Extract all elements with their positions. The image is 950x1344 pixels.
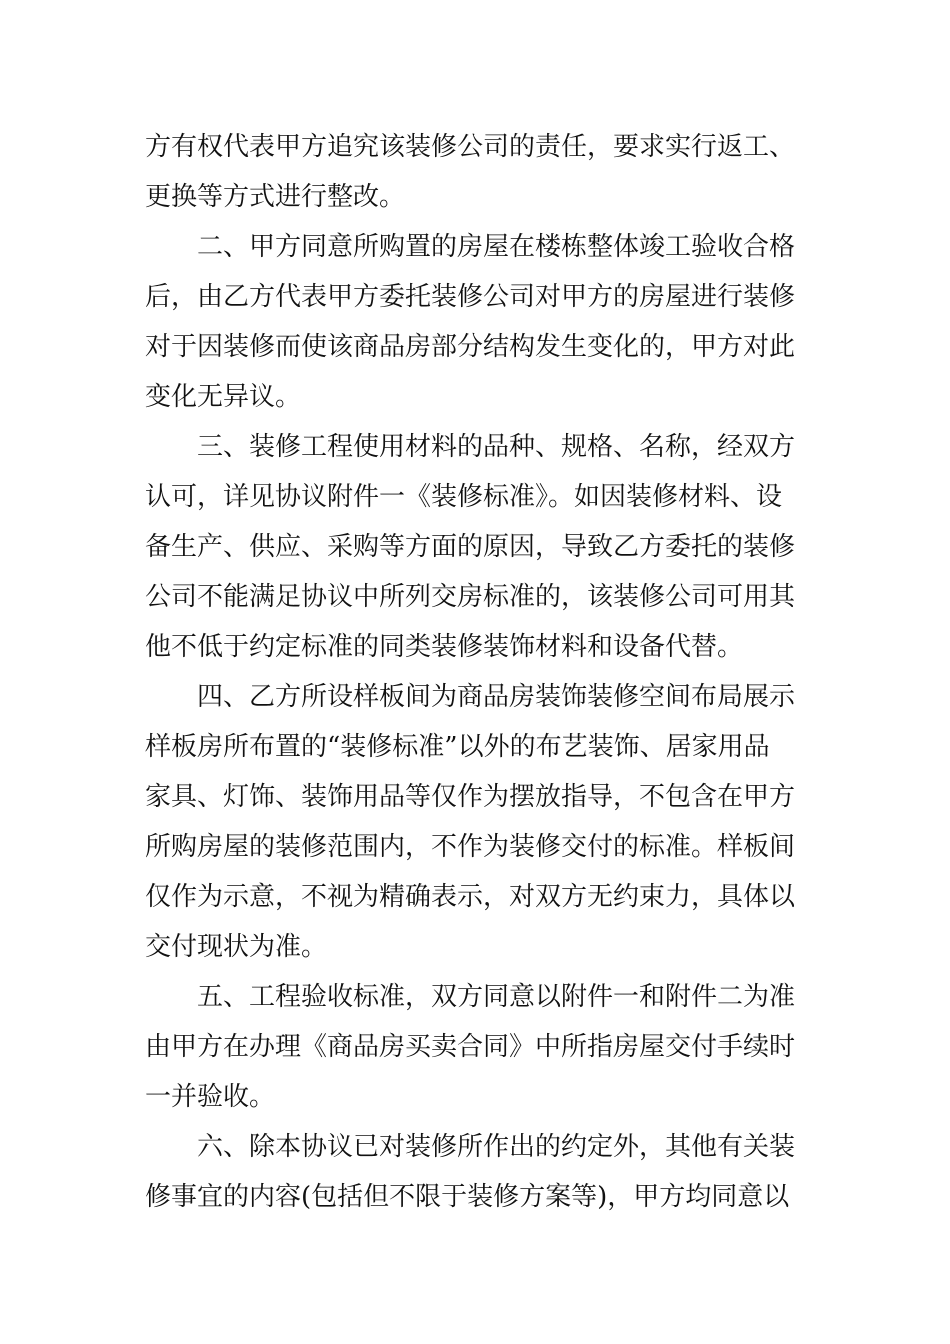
paragraph-start-line: 四、乙方所设样板间为商品房装饰装修空间布局展示 bbox=[197, 682, 796, 712]
text-line: 更换等方式进行整改。 bbox=[145, 182, 406, 212]
text-line: 后，由乙方代表甲方委托装修公司对甲方的房屋进行装修 bbox=[145, 282, 796, 312]
text-line: 所购房屋的装修范围内，不作为装修交付的标准。样板间 bbox=[145, 832, 796, 862]
paragraph-start-line: 三、装修工程使用材料的品种、规格、名称，经双方 bbox=[197, 432, 796, 462]
text-line: 变化无异议。 bbox=[145, 382, 302, 412]
text-line: 仅作为示意，不视为精确表示，对双方无约束力，具体以 bbox=[145, 882, 796, 912]
paragraph-start-line: 二、甲方同意所购置的房屋在楼栋整体竣工验收合格 bbox=[197, 232, 796, 262]
text-line: 一并验收。 bbox=[145, 1082, 276, 1112]
text-line: 公司不能满足协议中所列交房标准的，该装修公司可用其 bbox=[145, 582, 796, 612]
text-line: 他不低于约定标准的同类装修装饰材料和设备代替。 bbox=[145, 632, 744, 662]
text-line: 交付现状为准。 bbox=[145, 932, 328, 962]
text-line: 家具、灯饰、装饰用品等仅作为摆放指导，不包含在甲方 bbox=[145, 782, 796, 812]
paragraph-start-line: 五、工程验收标准，双方同意以附件一和附件二为准 bbox=[197, 982, 796, 1012]
text-line: 样板房所布置的“装修标准”以外的布艺装饰、居家用品 bbox=[145, 732, 770, 762]
text-line: 方有权代表甲方追究该装修公司的责任，要求实行返工、 bbox=[145, 132, 796, 162]
text-line: 由甲方在办理《商品房买卖合同》中所指房屋交付手续时 bbox=[145, 1032, 796, 1062]
text-line: 修事宜的内容(包括但不限于装修方案等)，甲方均同意以 bbox=[145, 1182, 790, 1212]
text-line: 备生产、供应、采购等方面的原因，导致乙方委托的装修 bbox=[145, 532, 796, 562]
text-line: 对于因装修而使该商品房部分结构发生变化的，甲方对此 bbox=[145, 332, 796, 362]
text-line: 认可，详见协议附件一《装修标准》。如因装修材料、设 bbox=[145, 482, 783, 512]
paragraph-start-line: 六、除本协议已对装修所作出的约定外，其他有关装 bbox=[197, 1132, 796, 1162]
document-body bbox=[145, 122, 815, 1222]
